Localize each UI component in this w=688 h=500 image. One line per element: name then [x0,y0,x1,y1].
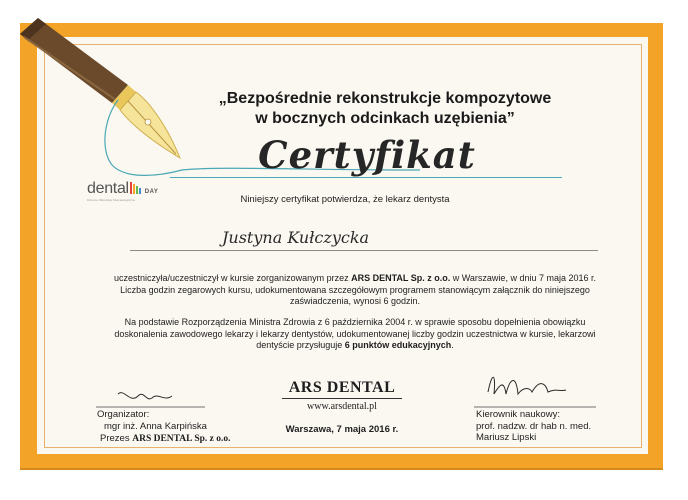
paragraph-course-line2: Liczba godzin zegarowych kursu, udokumentowana szczegółowym programem stanowiącym załącznik do niniejszego [120,284,590,295]
recipient-signature: Justyna Kułczycka [222,228,370,247]
organizer-label: Organizator: [97,409,150,420]
logo-tagline: Dzienne Warsztaty Stomatologiczne [87,198,136,202]
organizer-company-name: ARS DENTAL Sp. z o.o. [132,434,231,444]
course-text-start: uczestniczyła/uczestniczył w kursie zorganizowanym przez [114,273,352,283]
organizer-signature [118,393,172,399]
course-title-line2: w bocznych odcinkach uzębienia” [255,110,515,127]
logo-word: dental [87,180,129,197]
director-label: Kierownik naukowy: [476,409,560,420]
ars-dental-rule [282,398,402,399]
place-date: Warszawa, 7 maja 2016 r. [285,424,399,435]
director-signature [488,377,566,394]
ars-dental-url: www.arsdental.pl [307,401,377,412]
points-text-end: . [451,340,454,350]
director-name: Mariusz Lipski [476,432,537,443]
course-text-end: w Warszawie, w dniu 7 maja 2016 r. [450,273,596,283]
paragraph-course-line3: zaświadczenia, wynosi 6 godzin. [289,296,421,306]
education-points: 6 punktów edukacyjnych [344,340,452,350]
certificate-heading: Certyfikat [258,133,476,177]
ars-dental-brand: ARS DENTAL [288,379,396,396]
course-title-line1: „Bezpośrednie rekonstrukcje kompozytowe [218,90,552,107]
paragraph-regulation-line2: doskonalenia zawodowego lekarzy i lekarzy dentystów, udokumentowanej liczby godzin uczestnictwa w kursie, lekarzowi [114,328,596,339]
company-name: ARS DENTAL Sp. z o.o. [351,273,451,283]
points-text-start: dentyście przysługuje [256,340,345,350]
organizer-name: mgr inż. Anna Karpińska [104,421,207,432]
intro-text: Niniejszy certyfikat potwierdza, że lekarz dentysta [240,194,450,205]
organizer-company [100,433,231,444]
director-title: prof. nadzw. dr hab n. med. [476,421,592,432]
organizer-company-prefix: Prezes [100,433,133,444]
paragraph-regulation-line1: Na podstawie Rozporządzenia Ministra Zdrowia z 6 października 2004 r. w sprawie sposobu dopełnienia obowiązku [124,317,586,327]
logo-day: DAY [144,189,159,195]
